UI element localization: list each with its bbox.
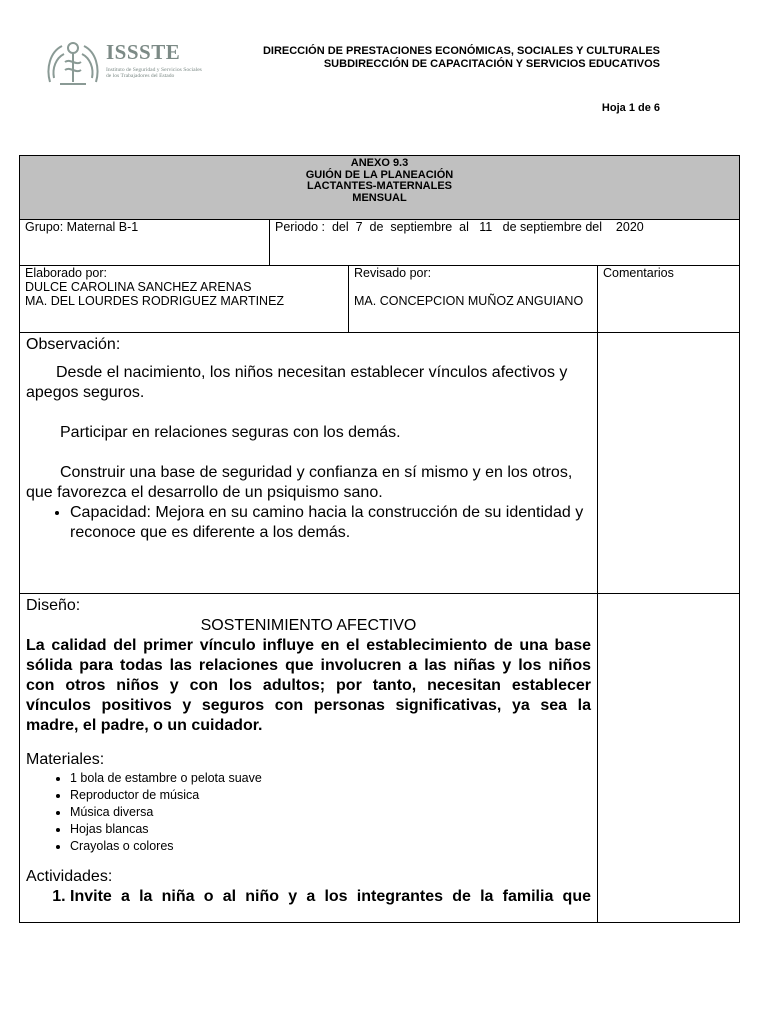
comentarios-label: Comentarios <box>603 266 674 280</box>
elaborado-cell <box>20 266 349 333</box>
materiales-item: • 1 bola de estambre o pelota suave <box>70 770 591 787</box>
capacidad-item: • Capacidad: Mejora en su camino hacia la construcción de su identidad y reconoce que es diferente a los demás. <box>70 503 591 543</box>
page-number: Hoja 1 de 6 <box>601 102 660 114</box>
comentarios-cell <box>598 266 740 333</box>
actividades-heading: Actividades: <box>26 868 113 885</box>
issste-emblem-icon <box>44 38 102 88</box>
observacion-p3: Construir una base de seguridad y confianza en sí mismo y en los otros, que favorezca el desarrollo de un psiquismo sano. <box>26 464 573 501</box>
document-header <box>263 45 660 71</box>
observacion-section <box>20 333 598 594</box>
grupo-text: Grupo: Maternal B-1 <box>25 220 139 234</box>
diseno-comments <box>598 594 740 923</box>
periodo-text: Periodo : del 7 de septiembre al 11 de septiembre del 2020 <box>275 220 644 234</box>
materiales-item: • Hojas blancas <box>70 821 591 838</box>
elaborado-name-2: MA. DEL LOURDES RODRIGUEZ MARTINEZ <box>25 294 285 308</box>
observacion-p1: Desde el nacimiento, los niños necesitan establecer vínculos afectivos y apegos seguros. <box>26 364 568 401</box>
actividad-item: 1. Invite a la niña o al niño y a los integrantes de la familia que <box>70 887 591 907</box>
periodo-cell <box>270 220 740 266</box>
observacion-comments <box>598 333 740 594</box>
title-line-2: GUIÓN DE LA PLANEACIÓN <box>305 168 454 181</box>
revisado-label: Revisado por: <box>354 266 432 280</box>
elaborado-label: Elaborado por: <box>25 266 108 280</box>
materiales-list <box>26 770 591 855</box>
title-line-4: MENSUAL <box>352 191 407 204</box>
logo-title: ISSSTE <box>106 40 181 64</box>
header-line-1: DIRECCIÓN DE PRESTACIONES ECONÓMICAS, SOCIALES Y CULTURALES <box>262 45 660 57</box>
diseno-paragraph: La calidad del primer vínculo influye en el establecimiento de una base sólida para todas las relaciones que involucren a las niñas y los niños con otros niños y con los adultos; por tanto, necesitan establecer vínculos positivos y seguros con personas significativas, ya sea la madre, el padre, o un cuidador. <box>26 637 591 734</box>
observacion-heading: Observación: <box>26 336 121 353</box>
diseno-subtitle: SOSTENIMIENTO AFECTIVO <box>200 617 417 634</box>
table-title <box>20 156 740 220</box>
diseno-heading: Diseño: <box>26 597 81 614</box>
materiales-item: • Crayolas o colores <box>70 838 591 855</box>
capacidad-list <box>26 503 591 543</box>
elaborado-name-1: DULCE CAROLINA SANCHEZ ARENAS <box>25 280 252 294</box>
planning-table <box>19 155 740 923</box>
materiales-heading: Materiales: <box>26 751 105 768</box>
header-line-2: SUBDIRECCIÓN DE CAPACITACIÓN Y SERVICIOS EDUCATIVOS <box>323 58 660 70</box>
materiales-item: • Música diversa <box>70 804 591 821</box>
grupo-cell <box>20 220 270 266</box>
materiales-item: • Reproductor de música <box>70 787 591 804</box>
title-line-1: ANEXO 9.3 <box>350 157 409 169</box>
actividades-list <box>26 887 591 907</box>
revisado-name: MA. CONCEPCION MUÑOZ ANGUIANO <box>354 294 584 308</box>
revisado-cell <box>349 266 598 333</box>
issste-logo <box>44 38 204 90</box>
diseno-section <box>20 594 598 923</box>
title-line-3: LACTANTES-MATERNALES <box>306 180 453 192</box>
observacion-p2: Participar en relaciones seguras con los demás. <box>60 424 401 441</box>
logo-subtitle: Instituto de Seguridad y Servicios Sociales de los Trabajadores del Estado <box>106 67 202 79</box>
